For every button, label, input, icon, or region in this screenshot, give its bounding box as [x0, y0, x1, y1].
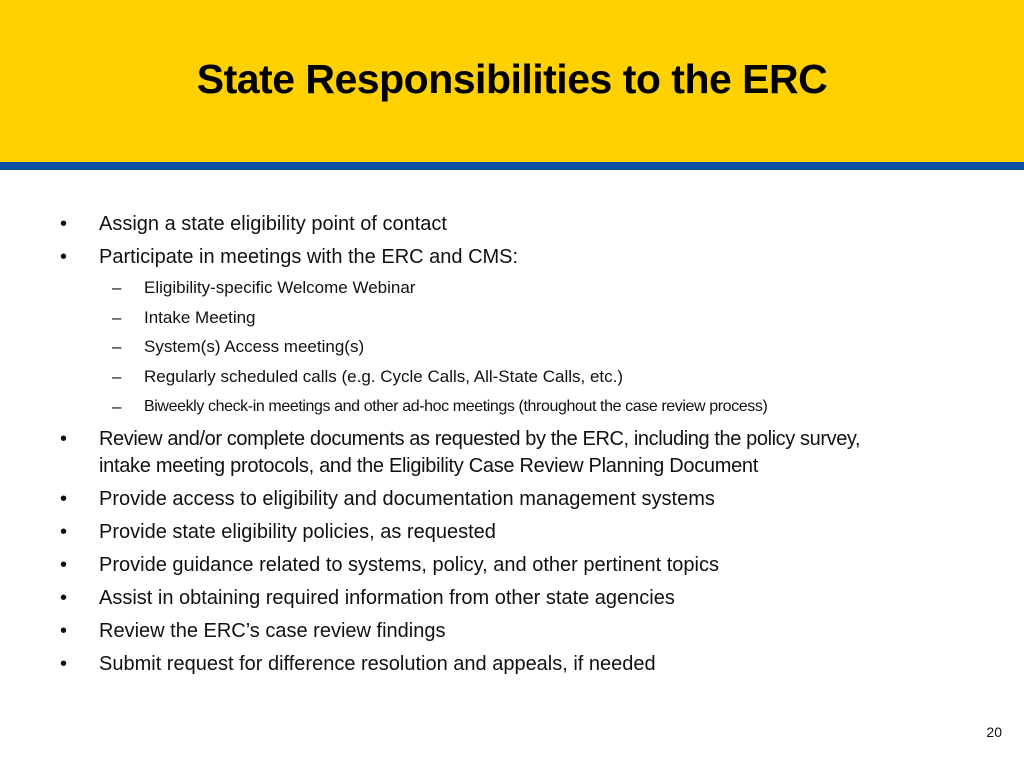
bullet-marker: •: [60, 488, 68, 510]
list-item-text: Provide access to eligibility and documentation management systems: [99, 488, 715, 510]
bullet-marker: •: [60, 521, 68, 543]
bullet-marker: •: [60, 213, 68, 235]
slide-title: State Responsibilities to the ERC: [196, 56, 828, 102]
bullet-marker: •: [60, 587, 68, 609]
bullet-marker: •: [60, 428, 68, 450]
list-item-text: Provide guidance related to systems, policy, and other pertinent topics: [99, 554, 719, 576]
list-item-text: Review and/or complete documents as requested by the ERC, including the policy survey,: [99, 428, 861, 450]
dash-marker: –: [112, 278, 122, 297]
bullet-marker: •: [60, 653, 68, 675]
page-number: 20: [986, 724, 1002, 740]
bullet-marker: •: [60, 554, 68, 576]
list-item-text: intake meeting protocols, and the Eligibility Case Review Planning Document: [99, 455, 758, 477]
sub-list-item-text: Biweekly check-in meetings and other ad-hoc meetings (throughout the case review process): [144, 398, 768, 415]
list-item-text: Submit request for difference resolution and appeals, if needed: [99, 653, 656, 675]
list-item-text: Review the ERC’s case review findings: [99, 620, 446, 642]
list-item-text: Provide state eligibility policies, as requested: [99, 521, 496, 543]
dash-marker: –: [112, 337, 122, 356]
list-item-text: Assist in obtaining required information from other state agencies: [99, 587, 675, 609]
sub-list-item-text: Eligibility-specific Welcome Webinar: [144, 278, 416, 297]
bullet-marker: •: [60, 620, 68, 642]
list-item-text: Assign a state eligibility point of contact: [99, 213, 447, 235]
dash-marker: –: [112, 308, 122, 327]
dash-marker: –: [112, 397, 122, 416]
bullet-marker: •: [60, 246, 68, 268]
dash-marker: –: [112, 367, 122, 386]
sub-list-item-text: Intake Meeting: [144, 308, 256, 327]
sub-list-item-text: System(s) Access meeting(s): [144, 337, 365, 356]
sub-list-item-text: Regularly scheduled calls (e.g. Cycle Calls, All-State Calls, etc.): [144, 367, 624, 386]
list-item-text: Participate in meetings with the ERC and CMS:: [99, 246, 519, 268]
